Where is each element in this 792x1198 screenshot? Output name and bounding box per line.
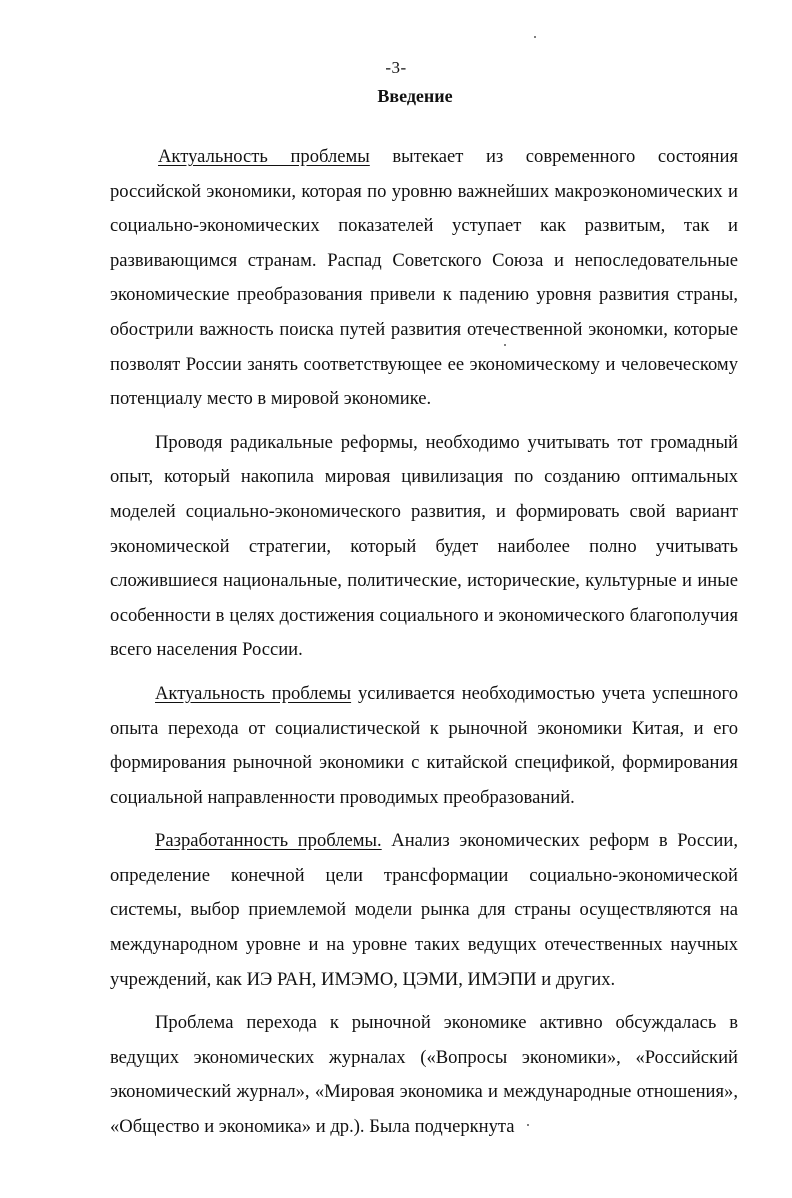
paragraph-text: Проблема перехода к рыночной экономике активно обсуждалась в ведущих экономических журналах («Вопросы экономики», «Российский экономический журнал», «Мировая экономика и международные отношения», «Общество и экономика» и др.). Была подчеркнута	[110, 1012, 738, 1138]
paragraph-reforms	[110, 426, 738, 668]
paragraph-text: усиливается необходимостью учета успешного опыта перехода от социалистической к рыночной экономики Китая, и его формирования рыночной экономики с китайской спецификой, формирования социальной направленности проводимых преобразований.	[110, 682, 739, 808]
underlined-lead: Актуальность проблемы	[155, 682, 352, 704]
underlined-lead: Разработанность проблемы.	[155, 830, 382, 852]
paragraph-elaboration	[110, 824, 738, 997]
paragraph-journals	[110, 1006, 738, 1144]
paragraph-relevance	[110, 140, 738, 417]
paragraph-china-experience	[110, 677, 738, 815]
paragraph-text: Анализ экономических реформ в России, определение конечной цели трансформации социально-экономической системы, выбор приемлемой модели рынка для страны осуществляются на международном уровне и на уровне таких ведущих отечественных научных учреждений, как ИЭ РАН, ИМЭМО, ЦЭМИ, ИМЭПИ и других.	[110, 830, 738, 990]
page-title: Введение	[377, 86, 453, 106]
page-number: -3-	[385, 58, 407, 77]
scan-speck	[504, 344, 506, 346]
paragraph-text: вытекает из современного состояния российской экономики, которая по уровню важнейших макроэкономических и социально-экономических показателей уступает как развитым, так и развивающимся странам. Распад Советского Союза и непоследовательные экономические преобразования привели к падению уровня развития страны, обострили важность поиска путей развития отечественной экономки, которые позволят России занять соответствующее ее экономическому и человеческому потенциалу место в мировой экономике.	[110, 146, 739, 410]
scan-speck	[527, 1124, 529, 1126]
body-text	[110, 140, 738, 1154]
paragraph-text: Проводя радикальные реформы, необходимо учитывать тот громадный опыт, который накопила мировая цивилизация по созданию оптимальных моделей социально-экономического развития, и формировать свой вариант экономической стратегии, который будет наиболее полно учитывать сложившиеся национальные, политические, исторические, культурные и иные особенности в целях достижения социального и экономического благополучия всего населения России.	[110, 431, 738, 661]
underlined-lead: Актуальность проблемы	[158, 146, 370, 167]
scan-speck	[534, 36, 536, 38]
